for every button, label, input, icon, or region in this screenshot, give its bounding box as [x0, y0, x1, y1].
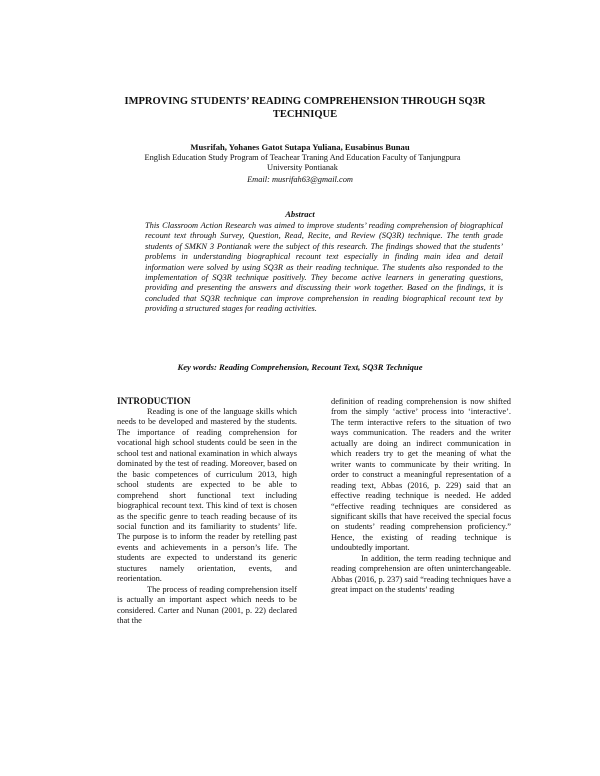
abstract-text: This Classroom Action Research was aimed to improve students’ reading comprehension of biographical recount text through Survey, Question, Read, Recite, and Review (SQ3R) technique. The tenth grade students of SMKN 3 Pontianak were the subject of this research. The findings showed that the students’ problems in understanding biographical recount text especially in finding main idea and detail information were solved by using SQ3R as their reading technique. The students also responded to the implementation of SQ3R technique positively. They become active learners in generating questions, providing and presenting the answers and discussing their work together. Based on the findings, it is concluded that SQ3R technique can improve comprehension in reading biographical recount text by providing a structured stages for reading activities. — [145, 221, 503, 314]
author-list: Musrifah, Yohanes Gatot Sutapa Yuliana, Eusabinus Bunau — [190, 142, 410, 152]
keywords: Key words: Reading Comprehension, Recount Text, SQ3R Technique — [177, 362, 423, 372]
paper-title: IMPROVING STUDENTS’ READING COMPREHENSION THROUGH SQ3R TECHNIQUE — [124, 96, 486, 120]
affiliation: English Education Study Program of Teachear Traning And Education Faculty of Tanjungpura University Pontianak — [144, 153, 461, 173]
paragraph: In addition, the term reading technique and reading comprehension are often uninterchangeable. Abbas (2016, p. 237) said “reading techniques have a great impact on the students’ reading — [331, 553, 511, 595]
abstract-heading: Abstract — [285, 209, 315, 219]
body-column-left — [117, 407, 297, 627]
author-email: Email: musrifah63@gmail.com — [247, 175, 353, 184]
paragraph: The process of reading comprehension itself is actually an important aspect which needs to be considered. Carter and Nunan (2001, p. 22) declared that the — [117, 584, 297, 626]
body-column-right — [331, 397, 511, 596]
section-heading-introduction: INTRODUCTION — [117, 396, 191, 406]
paragraph: Reading is one of the language skills which needs to be developed and mastered by the students. The importance of reading comprehension for vocational high school students could be seen in the school test and national examination in which always dominated by the test of reading. Moreover, based on the basic competences of curriculum 2013, high school students are expected to be able to comprehend short functional text including biographical recount text. This kind of text is chosen as the specific genre to teach reading because of its social function and its familiarity to students’ life. The purpose is to inform the reader by retelling past events and achievements in a person’s life. The students are expected to understand its generic stuctures namely orientation, events, and reorientation. — [117, 407, 297, 584]
paragraph: definition of reading comprehension is now shifted from the simply ‘active’ process into ‘interactive’. The term interactive refers to the situation of two ways communication. The readers and the writer actually are doing an indirect communication in which readers try to get the meaning of what the writer wants to communicate by their writing. In order to construct a meaningful representation of a reading text, Abbas (2016, p. 229) said that an effective reading technique is needed. He added “effective reading techniques are considered as significant skills that have received the special focus on students’ reading comprehension proficiency.” Hence, the existing of reading technique is undoubtedly important. — [331, 397, 511, 553]
